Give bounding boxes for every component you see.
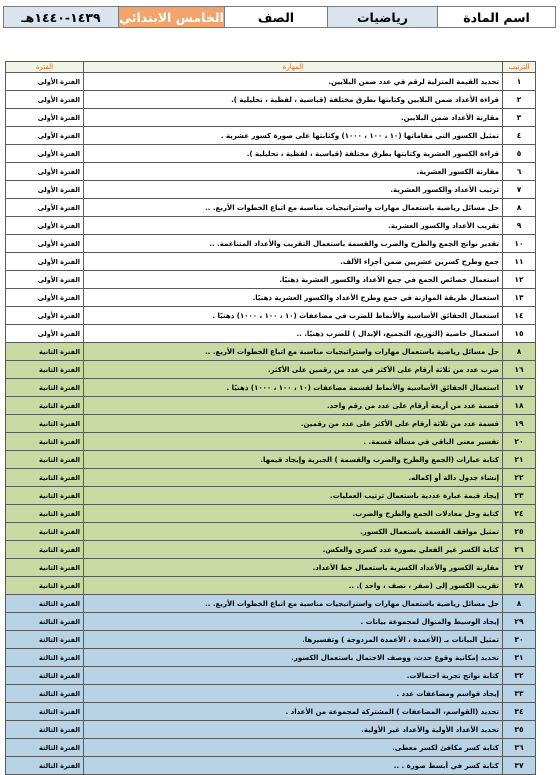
table-row [6, 91, 536, 109]
table-row [6, 145, 536, 163]
row-skill: إيجاد قيمة عبارة عددية باستعمال ترتيب العمليات. [84, 487, 503, 505]
table-row [6, 577, 536, 595]
row-number: ٣٦ [503, 739, 536, 757]
row-number: ٢٨ [503, 577, 536, 595]
table-row [6, 181, 536, 199]
row-number: ٣٤ [503, 703, 536, 721]
row-period: الفترة الثانية [6, 559, 84, 577]
row-number: ١ [503, 73, 536, 91]
table-row [6, 685, 536, 703]
row-number: ٢٧ [503, 559, 536, 577]
row-number: ٧ [503, 181, 536, 199]
row-skill: ضرب عدد من ثلاثة أرقام على الأكثر في عدد من رقمين على الأكثر. [84, 361, 503, 379]
row-skill: تفسير معنى الباقي في مسألة قسمة. . [84, 433, 503, 451]
row-skill: قسمة عدد من أربعة أرقام على عدد من رقم واحد. [84, 397, 503, 415]
table-row [6, 631, 536, 649]
row-period: الفترة الأولى [6, 217, 84, 235]
row-skill: حل مسائل رياضية باستعمال مهارات واستراتيجيات مناسبة مع اتباع الخطوات الأربع. .. [84, 343, 503, 361]
header-bar [3, 6, 556, 28]
row-period: الفترة الأولى [6, 289, 84, 307]
row-skill: إيجاد قواسم ومضاعفات عدد . [84, 685, 503, 703]
table-row [6, 253, 536, 271]
table-row [6, 649, 536, 667]
row-skill: حل مسائل رياضية باستعمال مهارات واستراتيجيات مناسبة مع اتباع الخطوات الأربع. .. [84, 199, 503, 217]
row-period: الفترة الأولى [6, 271, 84, 289]
row-period: الفترة الثانية [6, 433, 84, 451]
row-number: ٣٠ [503, 631, 536, 649]
row-skill: تقدير نواتج الجمع والطرح والضرب والقسمة باستعمال التقريب والأعداد المتناغمة. .. [84, 235, 503, 253]
table-row [6, 217, 536, 235]
row-period: الفترة الثالثة [6, 667, 84, 685]
row-period: الفترة الأولى [6, 127, 84, 145]
row-number: ١٣ [503, 289, 536, 307]
row-skill: ترتيب الأعداد والكسور العشرية. [84, 181, 503, 199]
row-skill: كتابة كسر في أبسط صورة . .. [84, 757, 503, 775]
table-row [6, 271, 536, 289]
row-number: ٨ [503, 343, 536, 361]
row-number: ٣٥ [503, 721, 536, 739]
row-skill: كتابة كسر مكافئ لكسر معطى. [84, 739, 503, 757]
row-period: الفترة الثالثة [6, 685, 84, 703]
row-number: ٢٥ [503, 523, 536, 541]
table-row [6, 235, 536, 253]
row-number: ١٤ [503, 307, 536, 325]
row-skill: مقارنة الكسور العشرية. [84, 163, 503, 181]
row-number: ٢٣ [503, 487, 536, 505]
table-row [6, 487, 536, 505]
row-skill: استعمال خصائص الجمع في جمع الأعداد والكسور العشرية ذهنيًا. [84, 271, 503, 289]
row-skill: كتابة وحل معادلات الجمع والطرح والضرب. [84, 505, 503, 523]
row-period: الفترة الثانية [6, 577, 84, 595]
table-row [6, 73, 536, 91]
row-skill: مقارنة الأعداد ضمن البلايين. [84, 109, 503, 127]
row-number: ٢٤ [503, 505, 536, 523]
row-period: الفترة الأولى [6, 109, 84, 127]
row-period: الفترة الأولى [6, 307, 84, 325]
table-row [6, 469, 536, 487]
row-skill: إيجاد الوسيط والمنوال لمجموعة بيانات . [84, 613, 503, 631]
row-skill: تقريب الأعداد والكسور العشرية. [84, 217, 503, 235]
row-period: الفترة الأولى [6, 235, 84, 253]
table-row [6, 541, 536, 559]
row-skill: إنشاء جدول دالة أو إكماله. [84, 469, 503, 487]
row-period: الفترة الأولى [6, 325, 84, 343]
row-period: الفترة الأولى [6, 73, 84, 91]
row-skill: تمثيل البيانات بـ (الأعمدة ، الأعمدة المزدوجة ) وتفسيرها. [84, 631, 503, 649]
row-period: الفترة الثالثة [6, 721, 84, 739]
table-row [6, 397, 536, 415]
row-skill: تقريب الكسور إلى (صفر ، نصف ، واحد ). .. [84, 577, 503, 595]
row-number: ٣٧ [503, 757, 536, 775]
row-number: ١٧ [503, 379, 536, 397]
row-skill: تمثيل مواقف القسمة باستعمال الكسور. [84, 523, 503, 541]
row-skill: كتابة عبارات (الجمع والطرح والضرب والقسمة ) الجبرية وإيجاد قيمها. [84, 451, 503, 469]
row-period: الفترة الثالثة [6, 739, 84, 757]
row-number: ١٩ [503, 415, 536, 433]
row-number: ٢٦ [503, 541, 536, 559]
row-period: الفترة الثانية [6, 469, 84, 487]
row-skill: استعمال الحقائق الأساسية والأنماط للضرب في مضاعفات (١٠ ، ١٠٠ ، ١٠٠٠) ذهنيًا . [84, 307, 503, 325]
row-skill: جمع وطرح كسرين عشريين ضمن أجزاء الألف. [84, 253, 503, 271]
row-skill: حل مسائل رياضية باستعمال مهارات واستراتيجيات مناسبة مع اتباع الخطوات الأربع. .. [84, 595, 503, 613]
row-number: ٨ [503, 199, 536, 217]
row-period: الفترة الثانية [6, 523, 84, 541]
row-skill: تحديد (القواسم، المضاعفات ) المشتركة لمجموعة من الأعداد . [84, 703, 503, 721]
row-period: الفترة الثانية [6, 487, 84, 505]
row-period: الفترة الثالثة [6, 703, 84, 721]
table-row [6, 109, 536, 127]
row-period: الفترة الثالثة [6, 613, 84, 631]
row-period: الفترة الثانية [6, 343, 84, 361]
row-skill: قراءة الكسور العشرية وكتابتها بطرق مختلفة (قياسية ، لفظية ، تحليلية ). [84, 145, 503, 163]
row-number: ٣٣ [503, 685, 536, 703]
row-period: الفترة الثانية [6, 451, 84, 469]
column-header-skill: المهارة [84, 62, 503, 73]
row-skill: تحديد الأعداد الأولية والأعداد غير الأولية. [84, 721, 503, 739]
table-row [6, 721, 536, 739]
row-number: ٣ [503, 109, 536, 127]
table-row [6, 433, 536, 451]
row-period: الفترة الثانية [6, 541, 84, 559]
row-number: ١٨ [503, 397, 536, 415]
row-number: ٢٢ [503, 469, 536, 487]
row-period: الفترة الأولى [6, 91, 84, 109]
row-number: ١٥ [503, 325, 536, 343]
row-skill: استعمال خاصية (التوزيع، التجميع، الإبدال ) للضرب ذهنيًا. .. [84, 325, 503, 343]
row-number: ٢ [503, 91, 536, 109]
row-period: الفترة الثانية [6, 415, 84, 433]
row-skill: تمثيل الكسور التي مقاماتها (١٠ ، ١٠٠ ، ١٠٠٠) وكتابتها على صورة كسور عشرية . [84, 127, 503, 145]
row-period: الفترة الثالثة [6, 649, 84, 667]
table-row [6, 415, 536, 433]
row-period: الفترة الثانية [6, 505, 84, 523]
row-skill: تحديد القيمة المنزلية لرقم في عدد ضمن البلايين. [84, 73, 503, 91]
row-period: الفترة الأولى [6, 145, 84, 163]
table-row [6, 379, 536, 397]
table-row [6, 199, 536, 217]
table-row [6, 613, 536, 631]
row-skill: تحديد إمكانية وقوع حدث، ووصف الاحتمال باستعمال الكسور. [84, 649, 503, 667]
row-skill: قراءة الأعداد ضمن البلايين وكتابتها بطرق مختلفة (قياسية ، لفظية ، تحليلية ). [84, 91, 503, 109]
row-number: ٤ [503, 127, 536, 145]
row-skill: قسمة عدد من ثلاثة أرقام على الأكثر على عدد من رقمين. [84, 415, 503, 433]
row-number: ٣٢ [503, 667, 536, 685]
row-skill: كتابة الكسر غير الفعلي بصورة عدد كسري والعكس. [84, 541, 503, 559]
row-skill: كتابة نواتج تجربة احتمالات. [84, 667, 503, 685]
row-number: ١١ [503, 253, 536, 271]
row-period: الفترة الأولى [6, 253, 84, 271]
column-header-period: الفترة [6, 62, 84, 73]
row-number: ١٢ [503, 271, 536, 289]
row-skill: استعمال طريقة الموازنة في جمع وطرح الأعداد والكسور العشرية ذهنيًا. [84, 289, 503, 307]
row-number: ١٦ [503, 361, 536, 379]
table-row [6, 559, 536, 577]
table-row [6, 325, 536, 343]
table-row [6, 703, 536, 721]
table-row [6, 505, 536, 523]
column-header-number: الترتيب [503, 62, 536, 73]
row-number: ٣١ [503, 649, 536, 667]
subject-value: رياضيات [328, 7, 438, 28]
row-number: ٦ [503, 163, 536, 181]
row-period: الفترة الأولى [6, 163, 84, 181]
row-period: الفترة الثالثة [6, 631, 84, 649]
row-number: ٢١ [503, 451, 536, 469]
row-period: الفترة الثانية [6, 379, 84, 397]
table-row [6, 595, 536, 613]
table-row [6, 361, 536, 379]
year-value: ١٤٣٩-١٤٤٠هـ [4, 7, 119, 28]
row-number: ٢٠ [503, 433, 536, 451]
table-row [6, 127, 536, 145]
row-period: الفترة الثانية [6, 397, 84, 415]
table-row [6, 739, 536, 757]
grade-label: الصف [225, 7, 328, 28]
table-row [6, 757, 536, 775]
row-period: الفترة الثالثة [6, 595, 84, 613]
row-skill: استعمال الحقائق الأساسية والأنماط لقسمة مضاعفات (١٠ ، ١٠٠ ، ١٠٠٠) ذهنيًا . [84, 379, 503, 397]
row-skill: مقارنة الكسور والأعداد الكسرية باستعمال خط الأعداد. [84, 559, 503, 577]
table-header-row [6, 62, 536, 73]
table-row [6, 451, 536, 469]
subject-label: اسم المادة [438, 7, 556, 28]
grade-value: الخامس الابتدائي [119, 7, 225, 28]
row-period: الفترة الأولى [6, 199, 84, 217]
table-row [6, 307, 536, 325]
row-period: الفترة الثانية [6, 361, 84, 379]
row-number: ٨ [503, 595, 536, 613]
table-row [6, 667, 536, 685]
table-row [6, 163, 536, 181]
row-period: الفترة الثالثة [6, 757, 84, 775]
table-row [6, 523, 536, 541]
row-number: ٥ [503, 145, 536, 163]
table-row [6, 343, 536, 361]
skills-table [5, 61, 536, 775]
table-row [6, 289, 536, 307]
row-number: ٢٩ [503, 613, 536, 631]
row-number: ٩ [503, 217, 536, 235]
row-number: ١٠ [503, 235, 536, 253]
row-period: الفترة الأولى [6, 181, 84, 199]
